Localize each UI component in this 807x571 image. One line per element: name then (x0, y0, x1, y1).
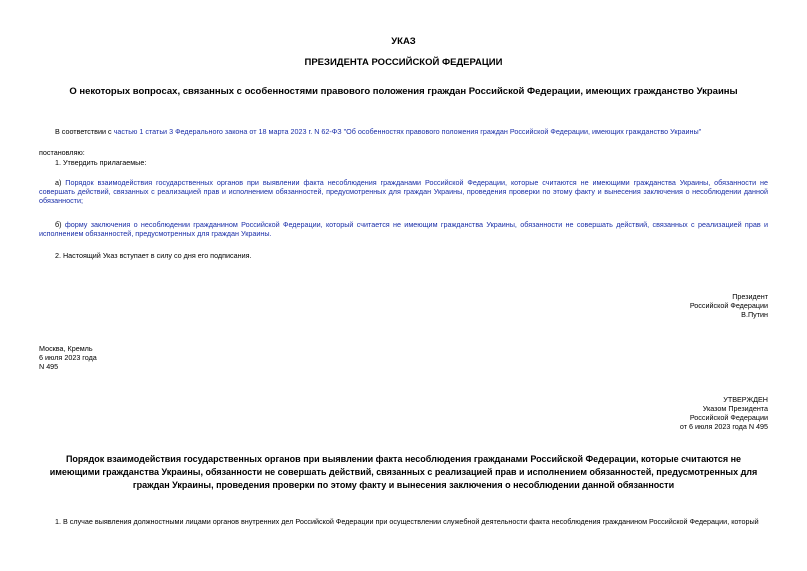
resolve-text: постановляю: (39, 148, 85, 157)
place-city: Москва, Кремль (39, 344, 93, 353)
form-link[interactable]: форму заключения о несоблюдении гражданином Российской Федерации, который считается не имеющим гражданства Украины, обязанности не совершать действий, связанных с реализацией прав и исполнением обязанностей, предусмотренных для граждан Украины. (39, 220, 768, 238)
item-1: 1. Утвердить прилагаемые: (55, 158, 147, 167)
item-2: 2. Настоящий Указ вступает в силу со дня его подписания. (55, 251, 252, 260)
signature-block (690, 292, 768, 319)
item-a (39, 178, 768, 205)
item-a-prefix: а) (55, 178, 66, 187)
signature-name: В.Путин (741, 310, 768, 319)
procedure-link[interactable]: Порядок взаимодействия государственных органов при выявлении факта несоблюдения гражданами Российской Федерации, которые считаются не имеющими гражданства Украины, обязанности не совершать действий, связанных с реализацией прав и исполнением обязанностей, предусмотренных для граждан Украины, проведения проверки по этому факту и вынесения заключения о несоблюдении данной обязанности; (39, 178, 768, 205)
decree-name: О некоторых вопросах, связанных с особенностями правового положения граждан Российской Федерации, имеющих гражданство Украины (69, 86, 738, 97)
federal-law-link[interactable]: частью 1 статьи 3 Федерального закона от 18 марта 2023 г. N 62-ФЗ "Об особенностях правового положения граждан Российской Федерации, имеющих гражданство Украины" (113, 127, 702, 136)
decree-subtitle: ПРЕЗИДЕНТА РОССИЙСКОЙ ФЕДЕРАЦИИ (304, 57, 503, 68)
approved-line-2: Указом Президента (702, 404, 768, 413)
approved-line-4: от 6 июля 2023 года N 495 (679, 422, 768, 431)
item-b (39, 220, 768, 238)
preamble-prefix: В соответствии с (55, 127, 114, 136)
approved-line-1: УТВЕРЖДЕН (723, 395, 768, 404)
place-date-block (39, 344, 97, 371)
decree-title: УКАЗ (391, 36, 416, 47)
preamble (55, 127, 701, 136)
procedure-para-1: 1. В случае выявления должностными лицами органов внутренних дел Российской Федерации при осуществлении служебной деятельности факта несоблюдения гражданином Российской Федерации, который (55, 517, 759, 526)
place-date: 6 июля 2023 года (39, 353, 97, 362)
place-number: N 495 (39, 362, 59, 371)
item-b-prefix: б) (55, 220, 65, 229)
approved-block (680, 395, 768, 431)
signature-title: Президент (732, 292, 768, 301)
signature-country: Российской Федерации (689, 301, 768, 310)
procedure-title: Порядок взаимодействия государственных органов при выявлении факта несоблюдения гражданами Российской Федерации, которые считаются не имеющими гражданства Украины, обязанности не совершать действий, связанных с реализацией прав и исполнением обязанностей, предусмотренных для граждан Украины, проведения проверки по этому факту и вынесения заключения о несоблюдении данной обязанности (49, 454, 758, 490)
approved-line-3: Российской Федерации (689, 413, 768, 422)
